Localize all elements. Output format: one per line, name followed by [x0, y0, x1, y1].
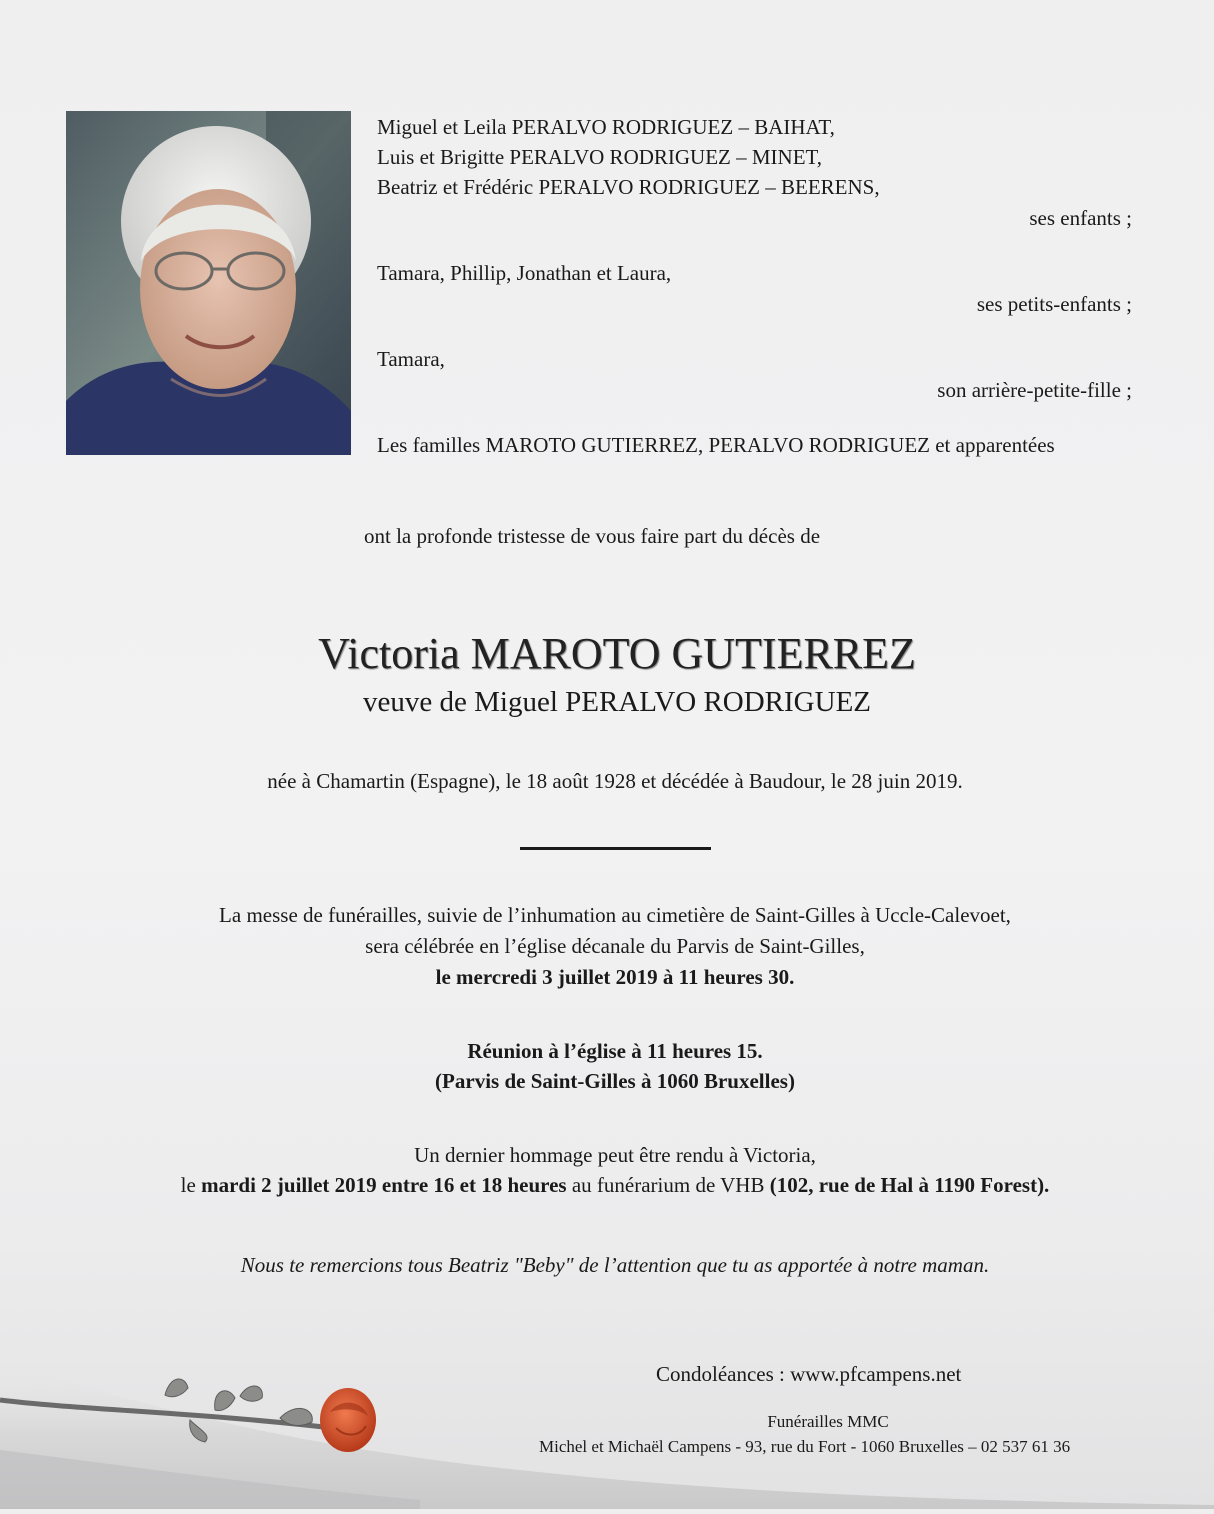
tribute-middle: au funérarium de VHB	[566, 1173, 770, 1197]
great-grandchild-line: Tamara,	[377, 347, 445, 371]
funeral-date	[8, 967, 1214, 988]
children-role: ses enfants ;	[1029, 206, 1132, 230]
thanks-message: Nous te remercions tous Beatriz "Beby" de l’attention que tu as apportée à notre maman.	[240, 1253, 990, 1277]
child-line-3: Beatriz et Frédéric PERALVO RODRIGUEZ – BEERENS,	[377, 175, 880, 199]
child-line-2: Luis et Brigitte PERALVO RODRIGUEZ – MINET,	[377, 145, 823, 169]
funeral-line-1: La messe de funérailles, suivie de l’inhumation au cimetière de Saint-Gilles à Uccle-Calevoet,	[219, 903, 1011, 927]
widow-of: veuve de Miguel PERALVO RODRIGUEZ	[363, 686, 871, 718]
meeting-line-1	[8, 1041, 1214, 1062]
grandchildren-role: ses petits-enfants ;	[976, 292, 1132, 316]
funeral-home-address: Michel et Michaël Campens - 93, rue du Fort - 1060 Bruxelles – 02 537 61 36	[539, 1437, 1071, 1456]
tribute-line-2	[8, 1175, 1214, 1196]
child-line-1: Miguel et Leila PERALVO RODRIGUEZ – BAIHAT,	[377, 115, 835, 139]
meeting-line-2-text: (Parvis de Saint-Gilles à 1060 Bruxelles)	[435, 1069, 795, 1093]
announcement: ont la profonde tristesse de vous faire part du décès de	[364, 524, 821, 548]
divider-line	[520, 847, 711, 850]
tribute-prefix: le	[180, 1173, 202, 1197]
meeting-line-1-text: Réunion à l’église à 11 heures 15.	[467, 1039, 763, 1063]
rose-illustration	[0, 1300, 1214, 1509]
deceased-name: Victoria MAROTO GUTIERREZ	[318, 629, 916, 678]
tribute-line-1: Un dernier hommage peut être rendu à Victoria,	[414, 1143, 816, 1167]
funeral-home-name: Funérailles MMC	[767, 1412, 889, 1431]
condolences-link[interactable]: Condoléances : www.pfcampens.net	[656, 1362, 962, 1386]
families-line: Les familles MAROTO GUTIERREZ, PERALVO RODRIGUEZ et apparentées	[377, 433, 1055, 457]
portrait-photo	[66, 111, 351, 455]
tribute-where: (102, rue de Hal à 1190 Forest).	[769, 1173, 1050, 1197]
funeral-date-text: le mercredi 3 juillet 2019 à 11 heures 30.	[435, 965, 795, 989]
grandchildren-line: Tamara, Phillip, Jonathan et Laura,	[377, 261, 672, 285]
funeral-line-2: sera célébrée en l’église décanale du Parvis de Saint-Gilles,	[365, 934, 865, 958]
tribute-when: mardi 2 juillet 2019 entre 16 et 18 heures	[201, 1173, 567, 1197]
meeting-line-2	[8, 1071, 1214, 1092]
great-grandchild-role: son arrière-petite-fille ;	[937, 378, 1132, 402]
birth-death: née à Chamartin (Espagne), le 18 août 1928 et décédée à Baudour, le 28 juin 2019.	[267, 769, 963, 793]
